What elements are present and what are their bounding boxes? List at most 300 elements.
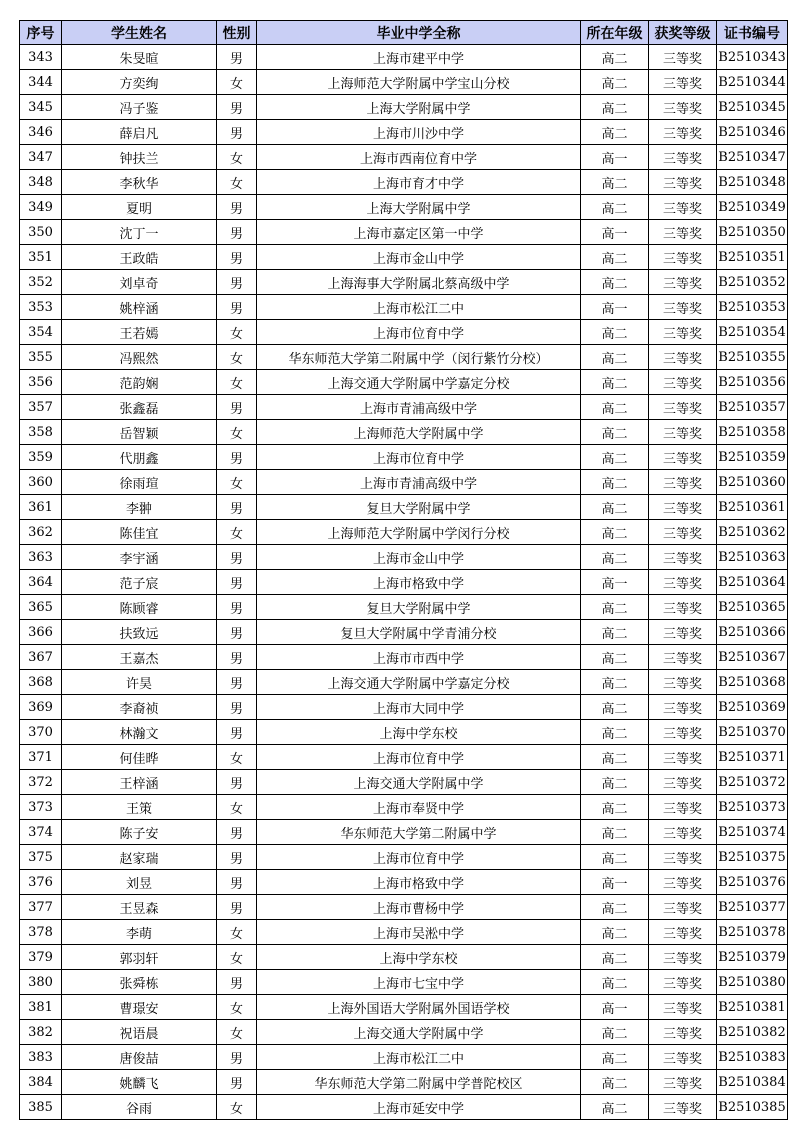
- cell-grade: 高二: [581, 370, 649, 395]
- cell-certificate-no: B2510352: [717, 270, 788, 295]
- cell-student-name: 代朋鑫: [62, 445, 217, 470]
- cell-index: 363: [20, 545, 62, 570]
- cell-index: 350: [20, 220, 62, 245]
- table-row: [20, 970, 788, 995]
- table-row: [20, 795, 788, 820]
- cell-school: 上海市格致中学: [257, 570, 581, 595]
- cell-gender: 男: [217, 720, 257, 745]
- table-row: [20, 945, 788, 970]
- cell-grade: 高二: [581, 195, 649, 220]
- cell-award-level: 三等奖: [649, 95, 717, 120]
- cell-index: 346: [20, 120, 62, 145]
- cell-index: 349: [20, 195, 62, 220]
- cell-award-level: 三等奖: [649, 245, 717, 270]
- cell-award-level: 三等奖: [649, 445, 717, 470]
- cell-index: 385: [20, 1095, 62, 1120]
- cell-grade: 高二: [581, 445, 649, 470]
- cell-grade: 高二: [581, 770, 649, 795]
- header-school: 毕业中学全称: [257, 21, 581, 45]
- cell-grade: 高二: [581, 695, 649, 720]
- table-row: [20, 770, 788, 795]
- cell-grade: 高二: [581, 170, 649, 195]
- cell-certificate-no: B2510380: [717, 970, 788, 995]
- cell-school: 复旦大学附属中学: [257, 495, 581, 520]
- cell-award-level: 三等奖: [649, 770, 717, 795]
- cell-gender: 男: [217, 695, 257, 720]
- cell-gender: 男: [217, 1045, 257, 1070]
- cell-school: 上海交通大学附属中学: [257, 770, 581, 795]
- header-award-level: 获奖等级: [649, 21, 717, 45]
- cell-index: 348: [20, 170, 62, 195]
- cell-certificate-no: B2510358: [717, 420, 788, 445]
- cell-award-level: 三等奖: [649, 395, 717, 420]
- cell-school: 上海市嘉定区第一中学: [257, 220, 581, 245]
- cell-index: 367: [20, 645, 62, 670]
- cell-award-level: 三等奖: [649, 1070, 717, 1095]
- cell-grade: 高二: [581, 720, 649, 745]
- cell-student-name: 唐俊喆: [62, 1045, 217, 1070]
- cell-student-name: 陈佳宜: [62, 520, 217, 545]
- cell-index: 368: [20, 670, 62, 695]
- cell-student-name: 王梓涵: [62, 770, 217, 795]
- cell-student-name: 徐雨瑄: [62, 470, 217, 495]
- cell-certificate-no: B2510361: [717, 495, 788, 520]
- cell-school: 上海师范大学附属中学宝山分校: [257, 70, 581, 95]
- table-row: [20, 1045, 788, 1070]
- cell-school: 上海外国语大学附属外国语学校: [257, 995, 581, 1020]
- cell-school: 华东师范大学第二附属中学（闵行紫竹分校）: [257, 345, 581, 370]
- cell-school: 上海市曹杨中学: [257, 895, 581, 920]
- table-row: [20, 45, 788, 70]
- table-row: [20, 1095, 788, 1120]
- cell-gender: 男: [217, 1070, 257, 1095]
- cell-grade: 高二: [581, 470, 649, 495]
- cell-student-name: 冯熙然: [62, 345, 217, 370]
- cell-certificate-no: B2510383: [717, 1045, 788, 1070]
- cell-certificate-no: B2510381: [717, 995, 788, 1020]
- cell-certificate-no: B2510384: [717, 1070, 788, 1095]
- cell-school: 上海市金山中学: [257, 245, 581, 270]
- cell-school: 上海市位育中学: [257, 745, 581, 770]
- cell-grade: 高二: [581, 945, 649, 970]
- cell-gender: 女: [217, 170, 257, 195]
- cell-gender: 男: [217, 395, 257, 420]
- cell-certificate-no: B2510376: [717, 870, 788, 895]
- cell-award-level: 三等奖: [649, 120, 717, 145]
- table-row: [20, 895, 788, 920]
- cell-grade: 高一: [581, 995, 649, 1020]
- cell-school: 上海市育才中学: [257, 170, 581, 195]
- cell-student-name: 张舜栋: [62, 970, 217, 995]
- header-grade: 所在年级: [581, 21, 649, 45]
- cell-student-name: 王策: [62, 795, 217, 820]
- table-row: [20, 520, 788, 545]
- cell-gender: 男: [217, 620, 257, 645]
- cell-index: 377: [20, 895, 62, 920]
- table-row: [20, 445, 788, 470]
- cell-award-level: 三等奖: [649, 270, 717, 295]
- cell-certificate-no: B2510346: [717, 120, 788, 145]
- cell-school: 上海市建平中学: [257, 45, 581, 70]
- cell-student-name: 王政皓: [62, 245, 217, 270]
- cell-grade: 高二: [581, 495, 649, 520]
- cell-gender: 女: [217, 745, 257, 770]
- cell-index: 365: [20, 595, 62, 620]
- cell-school: 上海大学附属中学: [257, 95, 581, 120]
- cell-index: 381: [20, 995, 62, 1020]
- cell-student-name: 谷雨: [62, 1095, 217, 1120]
- cell-award-level: 三等奖: [649, 970, 717, 995]
- cell-student-name: 张鑫磊: [62, 395, 217, 420]
- cell-certificate-no: B2510349: [717, 195, 788, 220]
- cell-student-name: 姚梓涵: [62, 295, 217, 320]
- table-row: [20, 745, 788, 770]
- cell-student-name: 王昱森: [62, 895, 217, 920]
- cell-grade: 高二: [581, 895, 649, 920]
- cell-school: 上海市位育中学: [257, 445, 581, 470]
- table-row: [20, 1020, 788, 1045]
- cell-gender: 男: [217, 570, 257, 595]
- cell-gender: 男: [217, 970, 257, 995]
- table-row: [20, 195, 788, 220]
- header-student-name: 学生姓名: [62, 21, 217, 45]
- table-row: [20, 720, 788, 745]
- cell-index: 357: [20, 395, 62, 420]
- cell-school: 上海市金山中学: [257, 545, 581, 570]
- cell-school: 上海市松江二中: [257, 295, 581, 320]
- cell-certificate-no: B2510365: [717, 595, 788, 620]
- cell-certificate-no: B2510368: [717, 670, 788, 695]
- cell-school: 复旦大学附属中学: [257, 595, 581, 620]
- cell-award-level: 三等奖: [649, 895, 717, 920]
- cell-certificate-no: B2510382: [717, 1020, 788, 1045]
- cell-gender: 男: [217, 645, 257, 670]
- cell-index: 358: [20, 420, 62, 445]
- cell-certificate-no: B2510385: [717, 1095, 788, 1120]
- cell-student-name: 沈丁一: [62, 220, 217, 245]
- table-row: [20, 645, 788, 670]
- cell-grade: 高二: [581, 745, 649, 770]
- cell-school: 上海市七宝中学: [257, 970, 581, 995]
- cell-award-level: 三等奖: [649, 995, 717, 1020]
- cell-school: 上海海事大学附属北蔡高级中学: [257, 270, 581, 295]
- cell-index: 378: [20, 920, 62, 945]
- cell-certificate-no: B2510350: [717, 220, 788, 245]
- cell-award-level: 三等奖: [649, 320, 717, 345]
- cell-student-name: 夏明: [62, 195, 217, 220]
- cell-gender: 女: [217, 345, 257, 370]
- cell-certificate-no: B2510355: [717, 345, 788, 370]
- cell-award-level: 三等奖: [649, 45, 717, 70]
- cell-student-name: 王嘉杰: [62, 645, 217, 670]
- cell-index: 369: [20, 695, 62, 720]
- cell-grade: 高一: [581, 145, 649, 170]
- cell-grade: 高二: [581, 420, 649, 445]
- cell-award-level: 三等奖: [649, 820, 717, 845]
- cell-grade: 高二: [581, 270, 649, 295]
- cell-student-name: 薛启凡: [62, 120, 217, 145]
- table-row: [20, 920, 788, 945]
- cell-student-name: 曹璟安: [62, 995, 217, 1020]
- cell-award-level: 三等奖: [649, 1020, 717, 1045]
- cell-gender: 男: [217, 120, 257, 145]
- header-index: 序号: [20, 21, 62, 45]
- cell-index: 372: [20, 770, 62, 795]
- cell-award-level: 三等奖: [649, 295, 717, 320]
- cell-award-level: 三等奖: [649, 195, 717, 220]
- cell-grade: 高二: [581, 795, 649, 820]
- cell-grade: 高二: [581, 670, 649, 695]
- cell-award-level: 三等奖: [649, 620, 717, 645]
- cell-student-name: 祝语晨: [62, 1020, 217, 1045]
- cell-student-name: 何佳晔: [62, 745, 217, 770]
- cell-award-level: 三等奖: [649, 520, 717, 545]
- cell-grade: 高二: [581, 645, 649, 670]
- cell-grade: 高一: [581, 870, 649, 895]
- cell-gender: 男: [217, 770, 257, 795]
- cell-grade: 高二: [581, 820, 649, 845]
- cell-gender: 男: [217, 820, 257, 845]
- cell-student-name: 李宇涵: [62, 545, 217, 570]
- cell-gender: 男: [217, 870, 257, 895]
- cell-certificate-no: B2510359: [717, 445, 788, 470]
- cell-gender: 女: [217, 470, 257, 495]
- cell-certificate-no: B2510378: [717, 920, 788, 945]
- cell-grade: 高二: [581, 1070, 649, 1095]
- cell-school: 上海交通大学附属中学嘉定分校: [257, 370, 581, 395]
- cell-award-level: 三等奖: [649, 70, 717, 95]
- cell-certificate-no: B2510344: [717, 70, 788, 95]
- cell-certificate-no: B2510369: [717, 695, 788, 720]
- table-row: [20, 270, 788, 295]
- cell-certificate-no: B2510351: [717, 245, 788, 270]
- cell-gender: 女: [217, 945, 257, 970]
- cell-index: 354: [20, 320, 62, 345]
- table-row: [20, 820, 788, 845]
- cell-gender: 女: [217, 920, 257, 945]
- cell-award-level: 三等奖: [649, 145, 717, 170]
- cell-gender: 男: [217, 270, 257, 295]
- cell-index: 359: [20, 445, 62, 470]
- cell-student-name: 范子宸: [62, 570, 217, 595]
- cell-student-name: 刘昱: [62, 870, 217, 895]
- table-row: [20, 620, 788, 645]
- cell-certificate-no: B2510360: [717, 470, 788, 495]
- cell-school: 上海市松江二中: [257, 1045, 581, 1070]
- cell-certificate-no: B2510371: [717, 745, 788, 770]
- cell-grade: 高二: [581, 1020, 649, 1045]
- cell-certificate-no: B2510373: [717, 795, 788, 820]
- cell-award-level: 三等奖: [649, 670, 717, 695]
- cell-student-name: 李裔祯: [62, 695, 217, 720]
- cell-grade: 高二: [581, 345, 649, 370]
- cell-index: 356: [20, 370, 62, 395]
- cell-index: 373: [20, 795, 62, 820]
- cell-award-level: 三等奖: [649, 795, 717, 820]
- header-certificate-no: 证书编号: [717, 21, 788, 45]
- cell-school: 上海市奉贤中学: [257, 795, 581, 820]
- cell-school: 上海市延安中学: [257, 1095, 581, 1120]
- cell-index: 376: [20, 870, 62, 895]
- cell-certificate-no: B2510354: [717, 320, 788, 345]
- cell-certificate-no: B2510343: [717, 45, 788, 70]
- cell-grade: 高二: [581, 70, 649, 95]
- cell-student-name: 扶致远: [62, 620, 217, 645]
- cell-school: 上海市吴淞中学: [257, 920, 581, 945]
- table-row: [20, 1070, 788, 1095]
- table-row: [20, 495, 788, 520]
- cell-award-level: 三等奖: [649, 545, 717, 570]
- cell-gender: 女: [217, 520, 257, 545]
- table-row: [20, 295, 788, 320]
- cell-index: 361: [20, 495, 62, 520]
- cell-grade: 高二: [581, 95, 649, 120]
- cell-school: 上海中学东校: [257, 945, 581, 970]
- table-row: [20, 695, 788, 720]
- cell-index: 360: [20, 470, 62, 495]
- cell-award-level: 三等奖: [649, 420, 717, 445]
- cell-award-level: 三等奖: [649, 870, 717, 895]
- header-row: [20, 21, 788, 45]
- cell-index: 380: [20, 970, 62, 995]
- cell-gender: 男: [217, 195, 257, 220]
- cell-award-level: 三等奖: [649, 345, 717, 370]
- cell-index: 383: [20, 1045, 62, 1070]
- cell-student-name: 姚麟飞: [62, 1070, 217, 1095]
- cell-index: 370: [20, 720, 62, 745]
- cell-school: 上海市青浦高级中学: [257, 395, 581, 420]
- cell-certificate-no: B2510377: [717, 895, 788, 920]
- cell-gender: 女: [217, 320, 257, 345]
- cell-student-name: 陈顾睿: [62, 595, 217, 620]
- cell-award-level: 三等奖: [649, 695, 717, 720]
- cell-index: 364: [20, 570, 62, 595]
- cell-school: 上海师范大学附属中学: [257, 420, 581, 445]
- cell-certificate-no: B2510345: [717, 95, 788, 120]
- cell-index: 362: [20, 520, 62, 545]
- cell-student-name: 李翀: [62, 495, 217, 520]
- table-row: [20, 345, 788, 370]
- table-row: [20, 570, 788, 595]
- table-row: [20, 370, 788, 395]
- cell-school: 华东师范大学第二附属中学: [257, 820, 581, 845]
- cell-student-name: 许昊: [62, 670, 217, 695]
- cell-certificate-no: B2510379: [717, 945, 788, 970]
- cell-school: 上海师范大学附属中学闵行分校: [257, 520, 581, 545]
- cell-gender: 男: [217, 445, 257, 470]
- cell-award-level: 三等奖: [649, 370, 717, 395]
- cell-award-level: 三等奖: [649, 220, 717, 245]
- table-row: [20, 545, 788, 570]
- cell-award-level: 三等奖: [649, 745, 717, 770]
- cell-gender: 男: [217, 670, 257, 695]
- cell-grade: 高二: [581, 1045, 649, 1070]
- cell-gender: 男: [217, 595, 257, 620]
- cell-index: 374: [20, 820, 62, 845]
- cell-award-level: 三等奖: [649, 595, 717, 620]
- cell-index: 347: [20, 145, 62, 170]
- cell-award-level: 三等奖: [649, 1045, 717, 1070]
- cell-award-level: 三等奖: [649, 170, 717, 195]
- cell-grade: 高二: [581, 320, 649, 345]
- cell-award-level: 三等奖: [649, 1095, 717, 1120]
- cell-gender: 男: [217, 495, 257, 520]
- cell-index: 384: [20, 1070, 62, 1095]
- award-roster-table: [19, 20, 788, 1120]
- table-row: [20, 870, 788, 895]
- cell-grade: 高二: [581, 545, 649, 570]
- cell-school: 上海交通大学附属中学嘉定分校: [257, 670, 581, 695]
- cell-student-name: 王若嫣: [62, 320, 217, 345]
- cell-award-level: 三等奖: [649, 945, 717, 970]
- cell-school: 上海市西南位育中学: [257, 145, 581, 170]
- cell-award-level: 三等奖: [649, 845, 717, 870]
- cell-index: 351: [20, 245, 62, 270]
- table-row: [20, 95, 788, 120]
- cell-school: 上海市市西中学: [257, 645, 581, 670]
- table-row: [20, 420, 788, 445]
- cell-school: 上海市青浦高级中学: [257, 470, 581, 495]
- cell-grade: 高一: [581, 295, 649, 320]
- cell-gender: 男: [217, 295, 257, 320]
- cell-index: 382: [20, 1020, 62, 1045]
- cell-gender: 男: [217, 845, 257, 870]
- cell-grade: 高二: [581, 920, 649, 945]
- cell-award-level: 三等奖: [649, 645, 717, 670]
- table-row: [20, 845, 788, 870]
- cell-certificate-no: B2510375: [717, 845, 788, 870]
- table-row: [20, 220, 788, 245]
- cell-student-name: 赵家瑞: [62, 845, 217, 870]
- cell-gender: 女: [217, 795, 257, 820]
- cell-school: 华东师范大学第二附属中学普陀校区: [257, 1070, 581, 1095]
- cell-certificate-no: B2510357: [717, 395, 788, 420]
- cell-gender: 女: [217, 420, 257, 445]
- cell-certificate-no: B2510374: [717, 820, 788, 845]
- cell-student-name: 李秋华: [62, 170, 217, 195]
- cell-grade: 高二: [581, 970, 649, 995]
- cell-certificate-no: B2510363: [717, 545, 788, 570]
- cell-school: 上海市大同中学: [257, 695, 581, 720]
- table-row: [20, 70, 788, 95]
- cell-gender: 女: [217, 370, 257, 395]
- cell-award-level: 三等奖: [649, 720, 717, 745]
- table-row: [20, 395, 788, 420]
- cell-certificate-no: B2510364: [717, 570, 788, 595]
- cell-award-level: 三等奖: [649, 495, 717, 520]
- cell-gender: 女: [217, 70, 257, 95]
- cell-gender: 男: [217, 95, 257, 120]
- cell-gender: 女: [217, 995, 257, 1020]
- cell-certificate-no: B2510356: [717, 370, 788, 395]
- cell-grade: 高二: [581, 1095, 649, 1120]
- cell-gender: 男: [217, 895, 257, 920]
- cell-certificate-no: B2510353: [717, 295, 788, 320]
- cell-grade: 高一: [581, 220, 649, 245]
- cell-student-name: 李萌: [62, 920, 217, 945]
- table-row: [20, 170, 788, 195]
- cell-student-name: 方奕绚: [62, 70, 217, 95]
- table-row: [20, 670, 788, 695]
- cell-index: 343: [20, 45, 62, 70]
- cell-grade: 高二: [581, 395, 649, 420]
- cell-school: 上海大学附属中学: [257, 195, 581, 220]
- cell-gender: 女: [217, 1095, 257, 1120]
- cell-gender: 男: [217, 45, 257, 70]
- cell-certificate-no: B2510366: [717, 620, 788, 645]
- cell-index: 371: [20, 745, 62, 770]
- cell-grade: 高二: [581, 595, 649, 620]
